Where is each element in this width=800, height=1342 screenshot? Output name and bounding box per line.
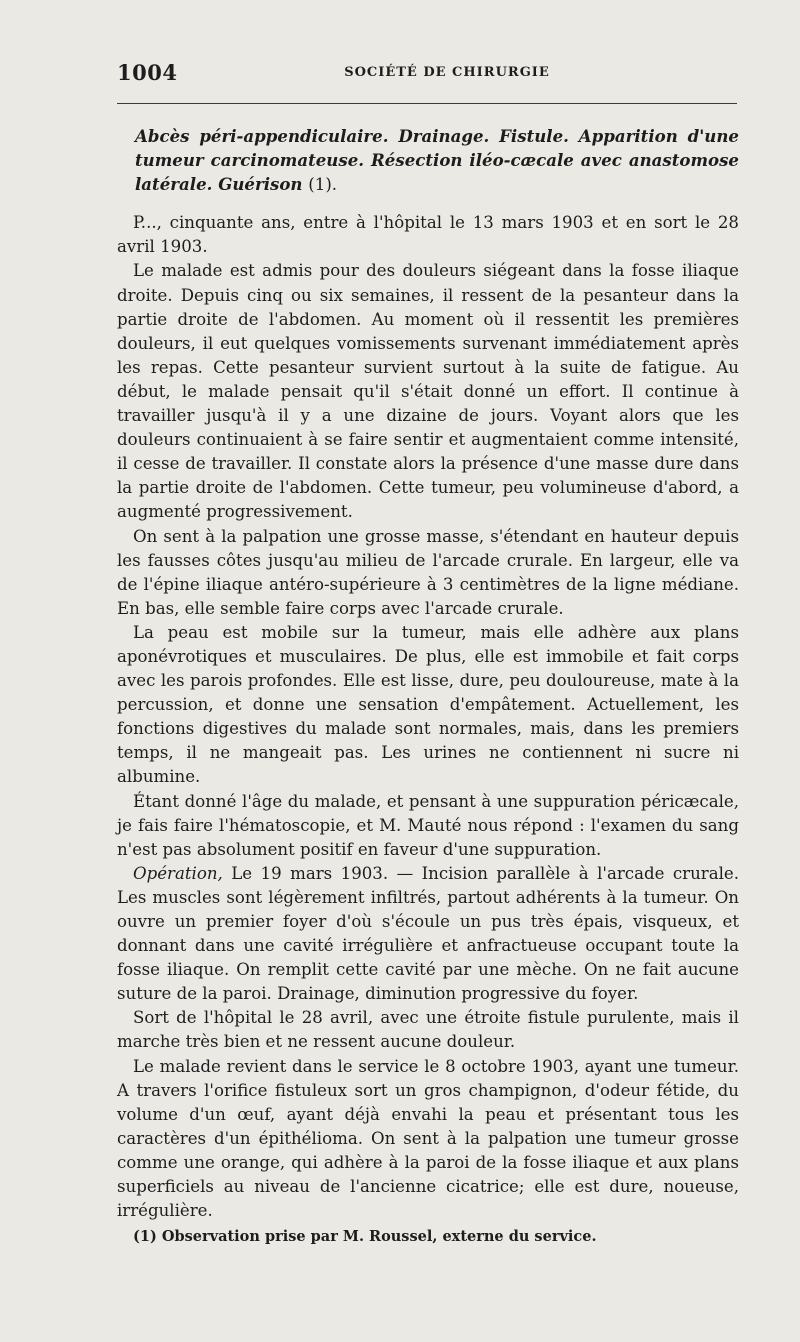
paragraph-7: Sort de l'hôpital le 28 avril, avec une étroite fistule purulente, mais il marche très bien et ne ressent aucune douleur. (117, 1008, 739, 1052)
page-header (117, 60, 737, 90)
body-text (117, 124, 739, 1223)
paragraph-8: Le malade revient dans le service le 8 octobre 1903, ayant une tumeur. A travers l'orifice fistuleux sort un gros champignon, d'odeur fétide, du volume d'un œuf, ayant déjà envahi la peau et présentant tous les caractères d'un épithélioma. On sent à la palpation une tumeur grosse comme une orange, qui adhère à la paroi de la fosse iliaque et aux plans superficiels au niveau de l'ancienne cicatrice; elle est dure, noueuse, irrégulière. (117, 1056, 739, 1221)
running-title: SOCIÉTÉ DE CHIRURGIE (344, 65, 550, 80)
footnote: (1) Observation prise par M. Roussel, externe du service. (133, 1228, 597, 1245)
header-rule (117, 103, 737, 104)
page-number: 1004 (117, 60, 178, 85)
paragraph-1: P..., cinquante ans, entre à l'hôpital le 13 mars 1903 et en sort le 28 avril 1903. (117, 213, 739, 257)
article-title-text: Abcès péri-appendiculaire. Drainage. Fistule. Apparition d'une tumeur carcinomateuse. Résection iléo-cæcale avec anastomose latérale. Guérison (135, 126, 739, 195)
paragraph-2: Le malade est admis pour des douleurs siégeant dans la fosse iliaque droite. Depuis cinq ou six semaines, il ressent de la pesanteur dans la partie droite de l'abdomen. Au moment où il ressentit les premières douleurs, il eut quelques vomissements survenant immédiatement après les repas. Cette pesanteur survient surtout à la suite de fatigue. Au début, le malade pensait qu'il s'était donné un effort. Il continue à travailler jusqu'à il y a une dizaine de jours. Voyant alors que les douleurs continuaient à se faire sentir et augmentaient comme intensité, il cesse de travailler. Il constate alors la présence d'une masse dure dans la partie droite de l'abdomen. Cette tumeur, peu volumineuse d'abord, a augmenté progressivement. (117, 261, 739, 522)
operation-label: Opération, (133, 863, 223, 883)
paragraph-5: Étant donné l'âge du malade, et pensant à une suppuration péricæcale, je fais faire l'hématoscopie, et M. Mauté nous répond : l'examen du sang n'est pas absolument positif en faveur d'une suppuration. (117, 791, 739, 859)
article-title-note: (1). (308, 175, 338, 195)
paragraph-3: On sent à la palpation une grosse masse, s'étendant en hauteur depuis les fausses côtes jusqu'au milieu de l'arcade crurale. En largeur, elle va de l'épine iliaque antéro-supérieure à 3 centimètres de la ligne médiane. En bas, elle semble faire corps avec l'arcade crurale. (117, 526, 739, 618)
paragraph-4: La peau est mobile sur la tumeur, mais elle adhère aux plans aponévrotiques et musculaires. De plus, elle est immobile et fait corps avec les parois profondes. Elle est lisse, dure, peu douloureuse, mate à la percussion, et donne une sensation d'empâtement. Actuellement, les fonctions digestives du malade sont normales, mais, dans les premiers temps, il ne mangeait pas. Les urines ne contiennent ni sucre ni albumine. (117, 622, 739, 787)
article-title (117, 124, 739, 197)
paragraph-6 (117, 862, 739, 1007)
operation-text: Le 19 mars 1903. — Incision parallèle à l'arcade crurale. Les muscles sont légèrement infiltrés, partout adhérents à la tumeur. On ouvre un premier foyer d'où s'écoule un pus très épais, visqueux, et donnant dans une cavité irrégulière et anfractueuse occupant toute la fosse iliaque. On remplit cette cavité par une mèche. On ne fait aucune suture de la paroi. Drainage, diminution progressive du foyer. (117, 863, 739, 1004)
